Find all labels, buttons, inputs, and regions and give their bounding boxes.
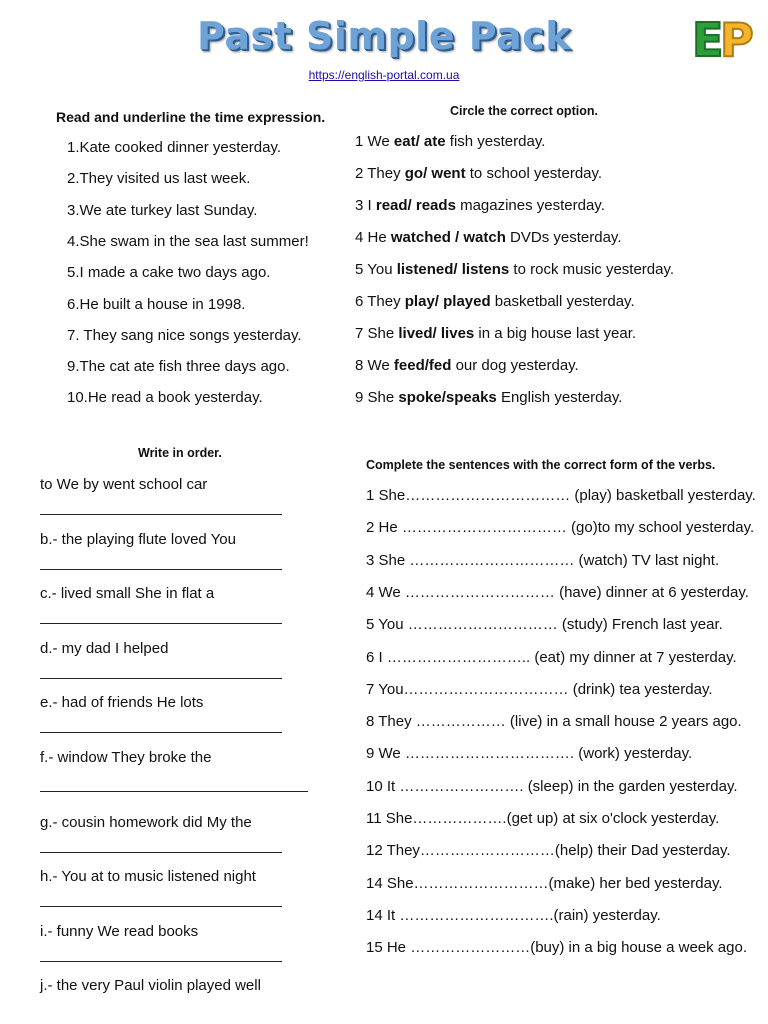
section1-item: 6.He built a house in 1998. <box>67 295 246 313</box>
section1-item: 10.He read a book yesterday. <box>67 389 263 407</box>
option-choices[interactable]: feed/fed <box>393 357 452 374</box>
section4-item: 11 She……………….(get up) at six o'clock yesterday. <box>366 810 720 827</box>
option-choices[interactable]: eat/ ate <box>393 133 446 150</box>
section4-item: 5 You ………………………… (study) French last year. <box>366 616 723 634</box>
item-suffix: magazines yesterday. <box>455 197 605 214</box>
section4-item: 14 It ………………………….(rain) yesterday. <box>366 906 661 924</box>
section2-item <box>355 197 605 214</box>
item-suffix: to rock music yesterday. <box>509 261 675 278</box>
section1-heading: Read and underline the time expression. <box>56 109 326 125</box>
item-prefix: 7 She <box>355 325 399 342</box>
section2-item <box>355 389 622 406</box>
section3-item: d.- my dad I helped <box>40 639 169 657</box>
section2-heading: Circle the correct option. <box>450 104 598 118</box>
answer-line[interactable] <box>40 906 282 907</box>
section2-item <box>355 261 674 278</box>
answer-line[interactable] <box>40 732 282 733</box>
section4-item: 7 You…………………………… (drink) tea yesterday. <box>366 680 713 698</box>
section3-item: f.- window They broke the <box>40 749 212 766</box>
ep-logo-icon <box>690 12 758 64</box>
section4-item: 8 They ……………… (live) in a small house 2 years ago. <box>366 713 742 731</box>
section2-item <box>355 293 635 310</box>
section3-item: i.- funny We read books <box>40 922 199 940</box>
item-suffix: in a big house last year. <box>474 325 637 342</box>
section3-heading: Write in order. <box>138 446 222 460</box>
item-prefix: 2 They <box>355 165 405 182</box>
section4-item: 9 We ……………………………. (work) yesterday. <box>366 745 693 763</box>
section1-item: 2.They visited us last week. <box>67 170 251 188</box>
item-suffix: English yesterday. <box>496 389 623 406</box>
section2-item <box>355 133 545 150</box>
item-suffix: to school yesterday. <box>465 165 603 182</box>
answer-line[interactable] <box>40 514 282 515</box>
section3-item: b.- the playing flute loved You <box>40 530 236 548</box>
item-prefix: 6 They <box>355 293 405 310</box>
section3-item: e.- had of friends He lots <box>40 694 204 712</box>
section4-item: 14 She………………………(make) her bed yesterday. <box>366 874 723 892</box>
section4-item: 10 It ……………………. (sleep) in the garden yesterday. <box>366 777 738 795</box>
section1-item: 4.She swam in the sea last summer! <box>67 232 309 250</box>
item-prefix: 3 I <box>355 197 376 214</box>
section2-item <box>355 229 621 246</box>
section3-item: j.- the very Paul violin played well <box>40 977 261 995</box>
item-prefix: 8 We <box>355 357 394 374</box>
section1-item: 1.Kate cooked dinner yesterday. <box>67 139 282 156</box>
item-prefix: 9 She <box>355 389 399 406</box>
section4-heading: Complete the sentences with the correct form of the verbs. <box>366 458 716 472</box>
section4-item: 6 I ……………………….. (eat) my dinner at 7 yesterday. <box>366 648 737 666</box>
answer-line[interactable] <box>40 623 282 624</box>
section1-item: 5.I made a cake two days ago. <box>67 264 271 282</box>
section4-item: 4 We ………………………… (have) dinner at 6 yesterday. <box>366 583 749 601</box>
section4-item: 12 They………………………(help) their Dad yesterday. <box>366 842 731 860</box>
answer-line[interactable] <box>40 852 282 853</box>
item-prefix: 5 You <box>355 261 397 278</box>
item-suffix: DVDs yesterday. <box>505 229 622 246</box>
section4-item: 3 She …………………………… (watch) TV last night. <box>366 551 720 569</box>
answer-line[interactable] <box>40 961 282 962</box>
option-choices[interactable]: read/ reads <box>375 197 456 214</box>
section3-item: to We by went school car <box>40 476 208 493</box>
option-choices[interactable]: listened/ listens <box>396 261 510 278</box>
section1-item: 3.We ate turkey last Sunday. <box>67 201 258 219</box>
option-choices[interactable]: play/ played <box>404 293 491 310</box>
item-prefix: 1 We <box>355 133 394 150</box>
answer-line[interactable] <box>40 791 308 792</box>
item-prefix: 4 He <box>355 229 391 246</box>
section2-item <box>355 325 636 342</box>
section3-item: g.- cousin homework did My the <box>40 813 252 831</box>
site-link[interactable]: https://english-portal.com.ua <box>308 68 460 82</box>
section3-item: h.- You at to music listened night <box>40 868 256 886</box>
item-suffix: our dog yesterday. <box>451 357 579 374</box>
item-suffix: fish yesterday. <box>445 133 546 150</box>
option-choices[interactable]: go/ went <box>404 165 466 182</box>
section1-item: 9.The cat ate fish three days ago. <box>67 358 290 376</box>
answer-line[interactable] <box>40 569 282 570</box>
section3-item: c.- lived small She in flat a <box>40 585 215 603</box>
section4-item: 1 She…………………………… (play) basketball yesterday. <box>366 487 756 504</box>
option-choices[interactable]: watched / watch <box>390 229 506 246</box>
option-choices[interactable]: spoke/speaks <box>398 389 497 406</box>
item-suffix: basketball yesterday. <box>490 293 635 310</box>
section2-item <box>355 165 602 182</box>
section1-item: 7. They sang nice songs yesterday. <box>67 326 302 344</box>
svg-text:E: E <box>692 13 724 64</box>
page-title: Past Simple Pack <box>197 14 571 58</box>
option-choices[interactable]: lived/ lives <box>398 325 475 342</box>
section4-item: 2 He …………………………… (go)to my school yesterday. <box>366 519 755 537</box>
section2-item <box>355 357 579 374</box>
answer-line[interactable] <box>40 678 282 679</box>
section4-item: 15 He ……………………(buy) in a big house a week ago. <box>366 939 747 957</box>
svg-text:P: P <box>720 13 754 64</box>
